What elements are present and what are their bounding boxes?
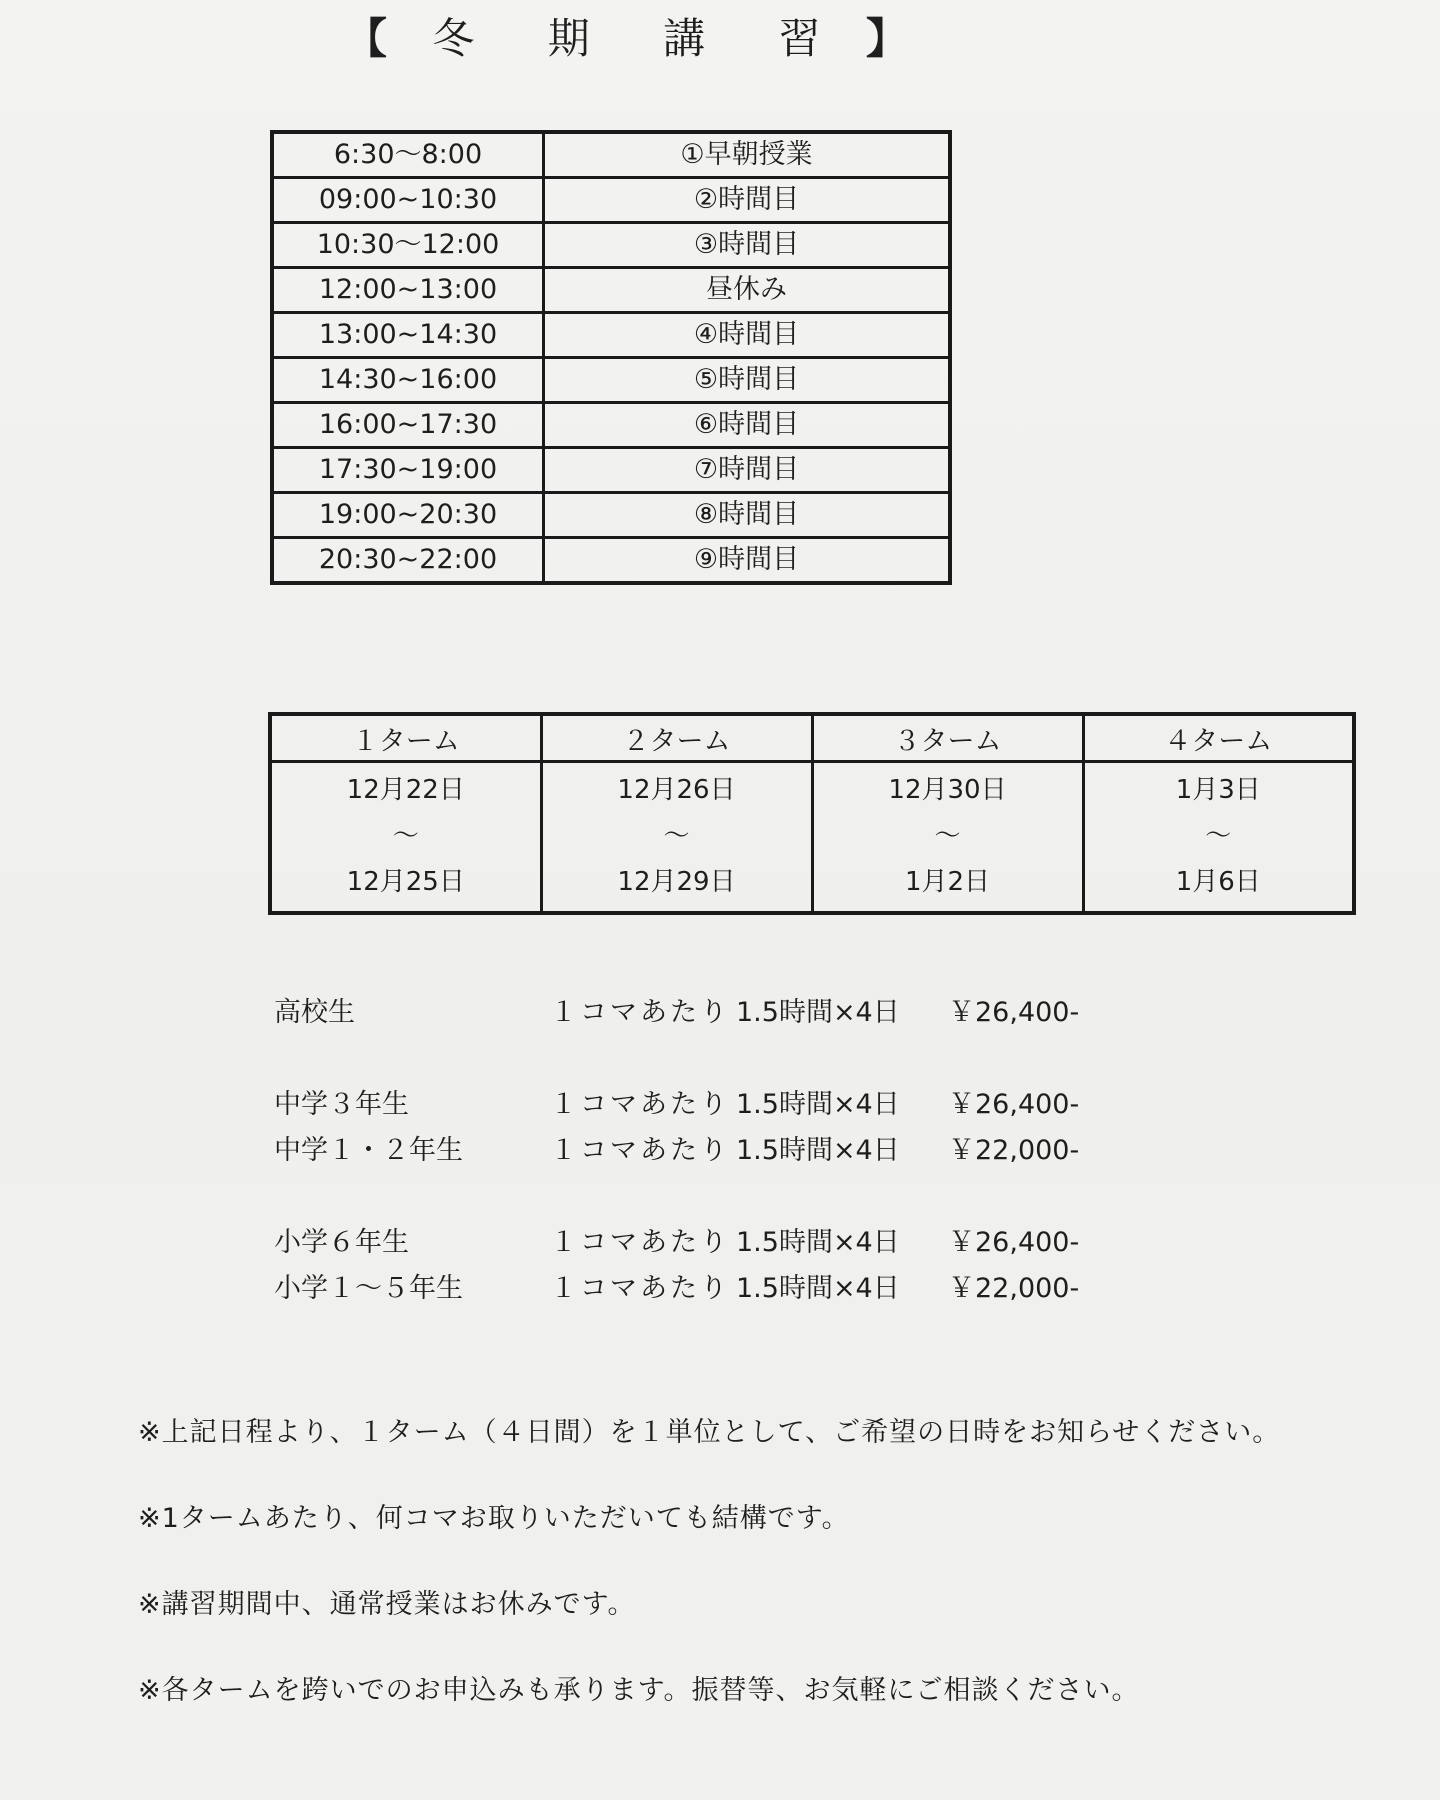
page-title: [345, 6, 910, 66]
table-row: [272, 223, 950, 268]
table-row: [272, 132, 950, 178]
table-row: [272, 268, 950, 313]
price-hours: 1.5時間×4日: [736, 1135, 900, 1166]
price-unit: １コマあたり: [550, 1135, 730, 1166]
term-end: 1月2日: [904, 867, 991, 897]
price-amount: ￥26,400-: [948, 997, 1080, 1028]
term-dates: [1083, 762, 1354, 914]
table-row: [272, 313, 950, 358]
terms-table: [268, 712, 1356, 915]
price-unit: １コマあたり: [550, 1089, 730, 1120]
price-row: [274, 1266, 1174, 1312]
term-name: ２ターム: [541, 714, 812, 762]
table-row: [272, 403, 950, 448]
table-row: [272, 178, 950, 223]
term-start: 12月22日: [346, 775, 465, 805]
note: ※1タームあたり、何コマお取りいただいても結構です。: [138, 1503, 850, 1534]
price-row: [274, 1082, 1174, 1128]
price-level: 中学３年生: [274, 1089, 409, 1120]
title-close-bracket: 】: [865, 14, 910, 63]
term-name: ３ターム: [812, 714, 1083, 762]
schedule-time: 14:30~16:00: [272, 358, 544, 403]
price-level: 高校生: [274, 997, 355, 1028]
price-hours: 1.5時間×4日: [736, 997, 900, 1028]
price-unit: １コマあたり: [550, 1227, 730, 1258]
schedule-period: ⑦時間目: [544, 448, 951, 493]
schedule-time: 10:30〜12:00: [272, 223, 544, 268]
title-char: 習: [778, 14, 823, 63]
price-amount: ￥22,000-: [948, 1273, 1080, 1304]
price-level: 小学１〜５年生: [274, 1273, 463, 1304]
term-start: 12月26日: [617, 775, 736, 805]
table-row: [272, 538, 950, 584]
price-amount: ￥26,400-: [948, 1089, 1080, 1120]
schedule-period: ④時間目: [544, 313, 951, 358]
schedule-time: 19:00~20:30: [272, 493, 544, 538]
term-dates: [270, 762, 541, 914]
spacer: [274, 1174, 1174, 1220]
schedule-period: ⑤時間目: [544, 358, 951, 403]
schedule-period: ③時間目: [544, 223, 951, 268]
schedule-time: 20:30~22:00: [272, 538, 544, 584]
title-open-bracket: 【: [345, 14, 390, 63]
title-char: 冬: [432, 14, 477, 63]
price-level: 中学１・２年生: [274, 1135, 463, 1166]
price-row: [274, 1128, 1174, 1174]
term-separator: 〜: [934, 821, 961, 851]
price-amount: ￥26,400-: [948, 1227, 1080, 1258]
schedule-period: ⑧時間目: [544, 493, 951, 538]
term-end: 12月29日: [617, 867, 736, 897]
schedule-time: 13:00~14:30: [272, 313, 544, 358]
price-hours: 1.5時間×4日: [736, 1273, 900, 1304]
table-row: [272, 358, 950, 403]
price-level: 小学６年生: [274, 1227, 409, 1258]
price-hours: 1.5時間×4日: [736, 1227, 900, 1258]
term-end: 1月6日: [1175, 867, 1261, 897]
schedule-time: 6:30〜8:00: [272, 132, 544, 178]
schedule-time: 12:00~13:00: [272, 268, 544, 313]
terms-dates-row: [270, 762, 1354, 914]
terms-header-row: [270, 714, 1354, 762]
table-row: [272, 493, 950, 538]
note: ※上記日程より、１ターム（４日間）を１単位として、ご希望の日時をお知らせください。: [138, 1417, 1281, 1448]
title-char: 講: [663, 14, 708, 63]
price-unit: １コマあたり: [550, 997, 730, 1028]
note: ※各タームを跨いでのお申込みも承ります。振替等、お気軽にご相談ください。: [138, 1675, 1140, 1706]
table-row: [272, 448, 950, 493]
schedule-time: 17:30~19:00: [272, 448, 544, 493]
schedule-period: ②時間目: [544, 178, 951, 223]
notes: [138, 1410, 1280, 1754]
spacer: [274, 1036, 1174, 1082]
price-list: [274, 990, 1174, 1312]
term-end: 12月25日: [346, 867, 465, 897]
schedule-period: ⑥時間目: [544, 403, 951, 448]
price-row: [274, 990, 1174, 1036]
schedule-period: ⑨時間目: [544, 538, 951, 584]
term-dates: [541, 762, 812, 914]
price-hours: 1.5時間×4日: [736, 1089, 900, 1120]
title-char: 期: [547, 14, 592, 63]
term-name: １ターム: [270, 714, 541, 762]
term-dates: [812, 762, 1083, 914]
term-name: ４ターム: [1083, 714, 1354, 762]
term-start: 12月30日: [888, 775, 1007, 805]
note: ※講習期間中、通常授業はお休みです。: [138, 1589, 636, 1620]
price-amount: ￥22,000-: [948, 1135, 1080, 1166]
price-unit: １コマあたり: [550, 1273, 730, 1304]
schedule-time: 09:00~10:30: [272, 178, 544, 223]
term-separator: 〜: [663, 821, 690, 851]
term-start: 1月3日: [1175, 775, 1261, 805]
price-row: [274, 1220, 1174, 1266]
term-separator: 〜: [1205, 821, 1232, 851]
schedule-period: 昼休み: [544, 268, 951, 313]
term-separator: 〜: [392, 821, 419, 851]
schedule-period: ①早朝授業: [544, 132, 951, 178]
schedule-time: 16:00~17:30: [272, 403, 544, 448]
schedule-table: [270, 130, 952, 585]
